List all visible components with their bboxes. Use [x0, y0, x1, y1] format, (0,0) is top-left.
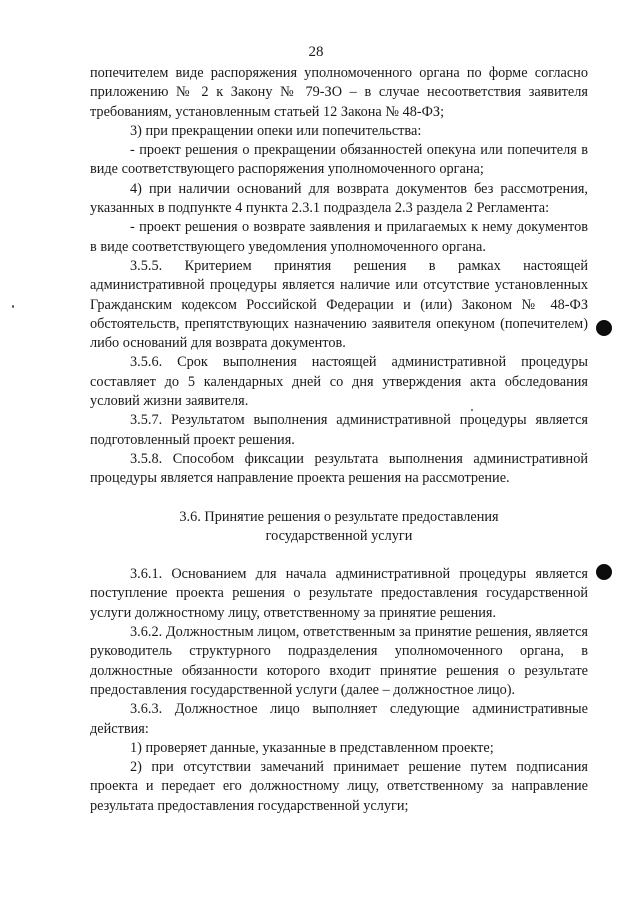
- paragraph-3-6-1: 3.6.1. Основанием для начала административной процедуры является поступление проекта решения о результате предоставления государственной услуги должностному лицу, ответственному за принятие решения.: [90, 566, 588, 621]
- section-heading: [90, 508, 588, 547]
- binder-hole-mark: [596, 320, 612, 336]
- paragraph-action-1: 1) проверяет данные, указанные в представленном проекте;: [130, 739, 494, 756]
- paragraph-3-5-7: 3.5.7. Результатом выполнения административной процедуры является подготовленный проект решения.: [90, 412, 588, 448]
- paragraph-3-6-2: 3.6.2. Должностным лицом, ответственным за принятие решения, является руководитель структурного подразделения уполномоченного органа, в должностные обязанности которого входит принятие решения о результате предоставления государственной услуги (далее – должностное лицо).: [90, 624, 588, 698]
- binder-hole-mark: [596, 564, 612, 580]
- scan-speck: [471, 409, 473, 411]
- paragraph-3-5-5: 3.5.5. Критерием принятия решения в рамках настоящей административной процедуры является наличие или отсутствие установленных Гражданским кодексом Российской Федерации и (или) Законом № 48-ФЗ обстоятельств, препятствующих назначению заявителя опекуном (попечителем) либо оснований для возврата документов.: [90, 257, 588, 352]
- paragraph-item-4-detail: - проект решения о возврате заявления и прилагаемых к нему документов в виде соответствующего уведомления уполномоченного органа.: [90, 219, 588, 255]
- paragraph-continuation: попечителем виде распоряжения уполномоченного органа по форме согласно приложению № 2 к Закону № 79-ЗО – в случае несоответствия заявителя требованиям, установленным статьей 12 Закона № 48-ФЗ;: [90, 65, 588, 120]
- paragraph-item-3-detail: - проект решения о прекращении обязанностей опекуна или попечителя в виде соответствующего распоряжения уполномоченного органа;: [90, 142, 588, 178]
- paragraph-item-3: 3) при прекращении опеки или попечительства:: [130, 122, 422, 139]
- page-number: 28: [308, 44, 324, 60]
- paragraph-item-4: 4) при наличии оснований для возврата документов без рассмотрения, указанных в подпункте 4 пункта 2.3.1 подраздела 2.3 раздела 2 Регламента:: [90, 180, 588, 217]
- paragraph-3-5-8: 3.5.8. Способом фиксации результата выполнения административной процедуры является направление проекта решения на рассмотрение.: [90, 450, 588, 487]
- document-body: [90, 64, 588, 816]
- section-heading-line-1: 3.6. Принятие решения о результате предоставления: [179, 508, 499, 525]
- scan-speck: [12, 305, 14, 308]
- paragraph-action-2: 2) при отсутствии замечаний принимает решение путем подписания проекта и передает его должностному лицу, ответственному за направление результата предоставления государственной услуги;: [90, 759, 588, 814]
- section-heading-line-2: государственной услуги: [265, 527, 413, 544]
- paragraph-3-5-6: 3.5.6. Срок выполнения настоящей административной процедуры составляет до 5 календарных дней со дня утверждения акта обследования условий жизни заявителя.: [90, 354, 588, 410]
- paragraph-3-6-3: 3.6.3. Должностное лицо выполняет следующие административные действия:: [90, 701, 588, 737]
